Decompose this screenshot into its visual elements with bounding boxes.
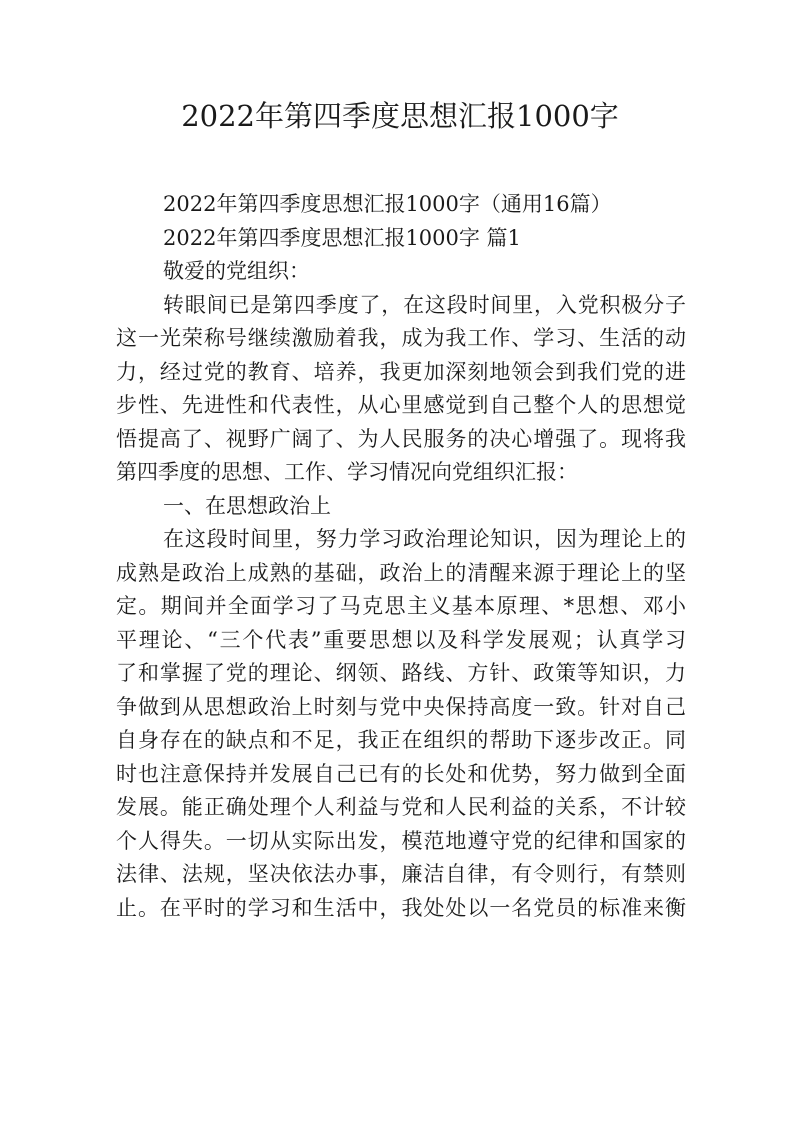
paragraph-line: 平理论、“三个代表”重要思想以及科学发展观；认真学习 (116, 627, 686, 652)
paragraph-line: 2022年第四季度思想汇报1000字 篇1 (163, 225, 521, 250)
paragraph-line: 时也注意保持并发展自己已有的长处和优势，努力做到全面 (116, 761, 686, 786)
paragraph-line: 力，经过党的教育、培养，我更加深刻地领会到我们党的进 (116, 359, 686, 384)
paragraph-line: 步性、先进性和代表性，从心里感觉到自己整个人的思想觉 (116, 393, 686, 417)
paragraph-line: 转眼间已是第四季度了，在这段时间里，入党积极分子 (163, 292, 686, 317)
paragraph-line: 在这段时间里，努力学习政治理论知识，因为理论上的 (163, 527, 686, 551)
paragraph-line: 了和掌握了党的理论、纲领、路线、方针、政策等知识，力 (116, 661, 686, 685)
paragraph-line: 2022年第四季度思想汇报1000字（通用16篇） (163, 192, 612, 216)
paragraph-line: 第四季度的思想、工作、学习情况向党组织汇报： (116, 460, 578, 484)
paragraph-line: 敬爱的党组织： (163, 259, 310, 283)
paragraph-line: 悟提高了、视野广阔了、为人民服务的决心增强了。现将我 (116, 426, 686, 451)
paragraph-line: 止。在平时的学习和生活中，我处处以一名党员的标准来衡 (116, 895, 686, 920)
paragraph-line: 成熟是政治上成熟的基础，政治上的清醒来源于理论上的坚 (116, 560, 686, 585)
paragraph-line: 一、在思想政治上 (163, 493, 331, 518)
paragraph-line: 个人得失。一切从实际出发，模范地遵守党的纪律和国家的 (116, 828, 686, 853)
paragraph-line: 这一光荣称号继续激励着我，成为我工作、学习、生活的动 (116, 326, 686, 350)
paragraph-line: 自身存在的缺点和不足，我正在组织的帮助下逐步改正。同 (116, 728, 686, 752)
paragraph-line: 定。期间并全面学习了马克思主义基本原理、*思想、邓小 (116, 594, 686, 618)
paragraph-line: 发展。能正确处理个人利益与党和人民利益的关系，不计较 (116, 795, 686, 819)
paragraph-line: 争做到从思想政治上时刻与党中央保持高度一致。针对自己 (116, 694, 686, 719)
document-title: 2022年第四季度思想汇报1000字 (181, 99, 619, 133)
paragraph-line: 法律、法规，坚决依法办事，廉洁自律，有令则行，有禁则 (116, 862, 686, 886)
